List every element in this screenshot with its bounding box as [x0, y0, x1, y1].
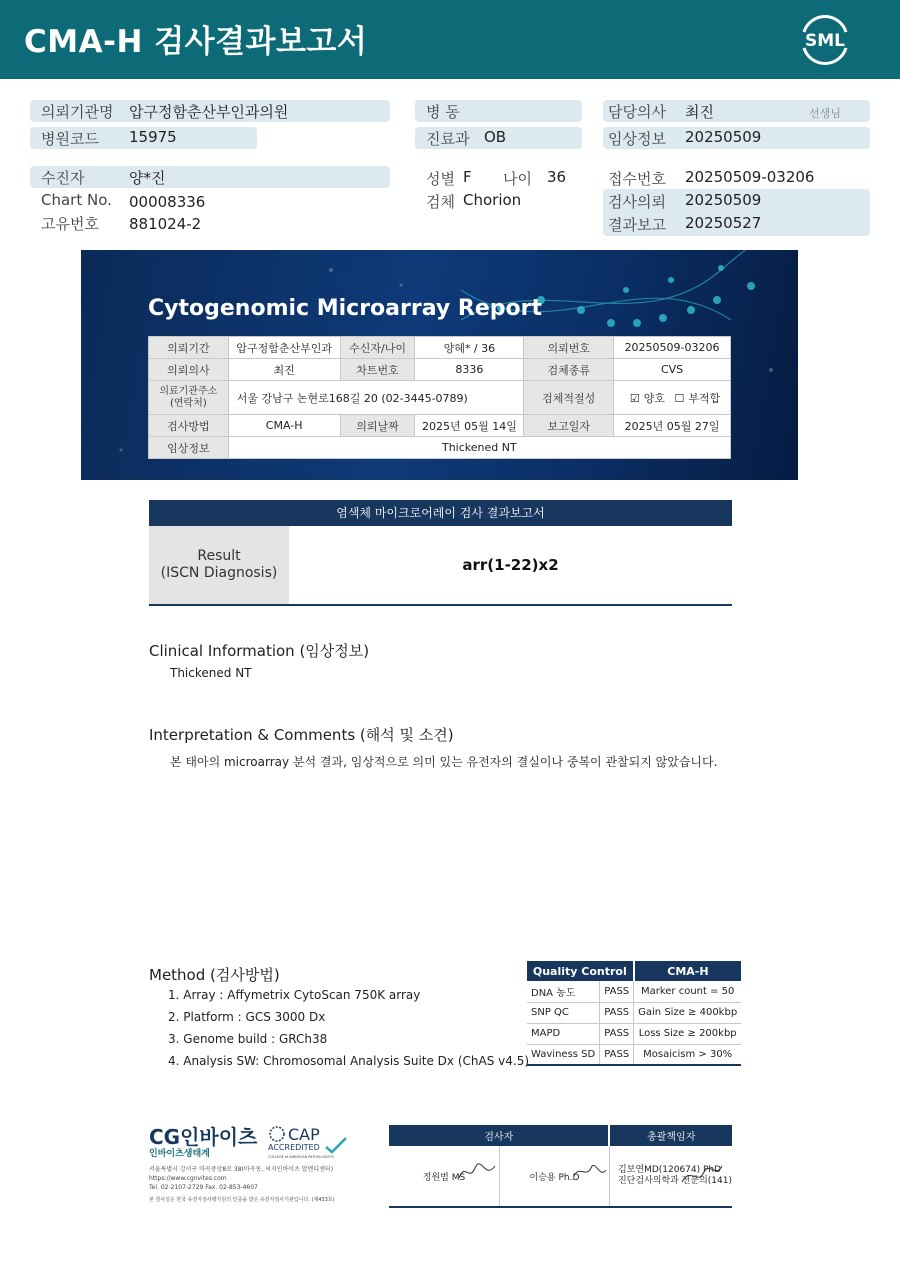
tester1-name: 정원범 MS [422, 1172, 466, 1183]
adequacy-good: 양호 [643, 391, 665, 405]
table-row [527, 1044, 741, 1065]
tester2-cell [499, 1146, 609, 1207]
cell-value: Thickened NT [228, 437, 730, 459]
director-line2: 진단검사의학과 전문의(141) [617, 1176, 732, 1186]
interpretation-body: 본 태아의 microarray 분석 결과, 임상적으로 의미 있는 유전자의 결실이나 중복이 관찰되지 않았습니다. [170, 755, 718, 769]
result-label-line1: Result [197, 548, 241, 564]
doctor-suffix: 선생님 [809, 107, 841, 120]
tester-header: 검사자 [389, 1125, 609, 1146]
tester2-name: 이승용 Ph.D [529, 1172, 580, 1183]
quality-control-table [527, 961, 741, 1066]
cell-value: 서울 강남구 논현로168길 20 (02-3445-0789) [228, 381, 524, 415]
unchecked-box-icon: ☐ [674, 391, 685, 405]
clinical-info-title: Clinical Information (임상정보) [149, 642, 370, 660]
cap-sub: ACCREDITED [268, 1143, 320, 1152]
cell-value: 최진 [228, 359, 340, 381]
sml-logo-icon [796, 12, 854, 66]
age-label: 나이 [503, 170, 532, 188]
result-label [149, 526, 289, 604]
method-item: 1. Array : Affymetrix CytoScan 750K array [168, 988, 421, 1002]
sml-logo [796, 12, 854, 66]
report-banner [81, 250, 798, 480]
specimen-label: 검체 [426, 193, 455, 211]
age-value: 36 [547, 168, 567, 186]
director-header: 총괄책임자 [609, 1125, 732, 1146]
sex-label: 성별 [426, 170, 455, 188]
address-line: https://www.cgnvites.com [149, 1175, 227, 1182]
sex-value: F [463, 168, 472, 186]
unique-label: 고유번호 [41, 215, 99, 233]
method-item: 2. Platform : GCS 3000 Dx [168, 1010, 326, 1024]
address-line: Tel. 02-2107-2729 Fax. 02-853-4607 [149, 1184, 258, 1191]
cell-header: 의뢰의사 [149, 359, 229, 381]
method-item: 4. Analysis SW: Chromosomal Analysis Suite Dx (ChAS v4.5) [168, 1054, 530, 1068]
institution-label: 의뢰기관명 [41, 103, 114, 121]
cell-header: 의료기관주소 (연락처) [149, 381, 229, 415]
chart-label: Chart No. [41, 191, 112, 209]
patient-label: 수진자 [41, 169, 85, 187]
qc-status: PASS [600, 1023, 634, 1044]
director-line1: 김보연MD(120674) PhD [617, 1165, 722, 1175]
checked-box-icon: ☑ [629, 391, 640, 405]
report-title: Cytogenomic Microarray Report [148, 296, 542, 321]
method-item: 3. Genome build : GRCh38 [168, 1032, 328, 1046]
report-value: 20250527 [685, 214, 762, 232]
result-label-line2: (ISCN Diagnosis) [160, 565, 278, 581]
result-value: arr(1-22)x2 [462, 556, 559, 574]
table-row [527, 1023, 741, 1044]
company-sub: 인바이츠생태계 [149, 1149, 210, 1159]
cell-value: 2025년 05월 14일 [415, 415, 524, 437]
cell-value: 압구정함춘산부인과 [228, 337, 340, 359]
chart-value: 00008336 [129, 193, 206, 211]
doctor-value: 최진 [685, 103, 714, 121]
cell-value: 양혜* / 36 [415, 337, 524, 359]
specimen-value: Chorion [463, 191, 522, 209]
cap-small: COLLEGE of AMERICAN PATHOLOGISTS [268, 1155, 334, 1159]
unique-value: 881024-2 [129, 215, 202, 233]
qc-header-left: Quality Control [527, 961, 634, 981]
tester1-cell [389, 1146, 499, 1207]
method-title: Method (검사방법) [149, 966, 280, 984]
qc-name: DNA 농도 [527, 981, 600, 1002]
qc-status: PASS [600, 1044, 634, 1065]
receipt-label: 접수번호 [608, 170, 666, 188]
qc-status: PASS [600, 1002, 634, 1023]
receipt-value: 20250509-03206 [685, 168, 815, 186]
cell-value: CMA-H [228, 415, 340, 437]
address-line: 서울특별시 강서구 마곡중앙8로 38(마곡동, 씨지인바이츠 알엔디센터) [149, 1166, 334, 1173]
clinical-value: 20250509 [685, 128, 762, 146]
cap-main: CAP [288, 1125, 320, 1144]
cell-header: 수신자/나이 [340, 337, 415, 359]
table-row [527, 1002, 741, 1023]
qc-header-right: CMA-H [634, 961, 742, 981]
cell-header: 의뢰기간 [149, 337, 229, 359]
qc-criterion: Loss Size ≥ 200kbp [634, 1023, 742, 1044]
cell-value: CVS [614, 359, 731, 381]
hospital-code-label: 병원코드 [41, 130, 99, 148]
clinical-info-body: Thickened NT [170, 666, 252, 680]
department-label: 진료과 [426, 130, 470, 148]
header-bar [0, 0, 900, 79]
department-value: OB [484, 128, 507, 146]
cell-header: 검사방법 [149, 415, 229, 437]
clinical-label: 임상정보 [608, 130, 666, 148]
request-value: 20250509 [685, 191, 762, 209]
interpretation-title: Interpretation & Comments (해석 및 소견) [149, 726, 454, 744]
qc-criterion: Gain Size ≥ 400kbp [634, 1002, 742, 1023]
cell-value: 20250509-03206 [614, 337, 731, 359]
cell-value: 2025년 05월 27일 [614, 415, 731, 437]
cell-header: 의뢰번호 [524, 337, 614, 359]
cell-header: 검체종류 [524, 359, 614, 381]
adequacy-cell [614, 381, 731, 415]
report-summary-table [148, 336, 731, 459]
ward-label: 병 동 [426, 103, 460, 121]
result-header: 염색체 마이크로어레이 검사 결과보고서 [149, 500, 732, 526]
cell-header: 차트번호 [340, 359, 415, 381]
qc-criterion: Mosaicism > 30% [634, 1044, 742, 1065]
company-logo: CG인바이츠 [149, 1125, 258, 1149]
signature-table [389, 1125, 732, 1208]
qc-name: SNP QC [527, 1002, 600, 1023]
signature-mark [570, 1160, 610, 1184]
request-label: 검사의뢰 [608, 193, 666, 211]
cell-value: 8336 [415, 359, 524, 381]
cell-header: 검체적절성 [524, 381, 614, 415]
cell-header: 임상정보 [149, 437, 229, 459]
cap-accredited-logo [268, 1121, 358, 1161]
page-title: CMA-H 검사결과보고서 [24, 24, 368, 60]
logo-text: SML [805, 31, 845, 51]
cell-header: 의뢰날짜 [340, 415, 415, 437]
signature-mark [457, 1160, 497, 1184]
qc-criterion: Marker count = 50 [634, 981, 742, 1002]
doctor-label: 담당의사 [608, 103, 666, 121]
adequacy-bad: 부적합 [688, 391, 721, 405]
institution-value: 압구정함춘산부인과의원 [129, 103, 289, 121]
qc-name: MAPD [527, 1023, 600, 1044]
table-row [527, 981, 741, 1002]
qc-name: Waviness SD [527, 1044, 600, 1065]
result-row [149, 526, 732, 606]
report-label: 결과보고 [608, 216, 666, 234]
patient-value: 양*진 [129, 169, 166, 187]
signature-mark [680, 1162, 724, 1186]
director-cell [609, 1146, 732, 1207]
qc-status: PASS [600, 981, 634, 1002]
hospital-code-value: 15975 [129, 128, 177, 146]
address-line: 본 검사실은 한국 유전자검사평가원의 인증을 받은 유전자검사기관입니다. (제433호) [149, 1197, 335, 1203]
cell-header: 보고일자 [524, 415, 614, 437]
